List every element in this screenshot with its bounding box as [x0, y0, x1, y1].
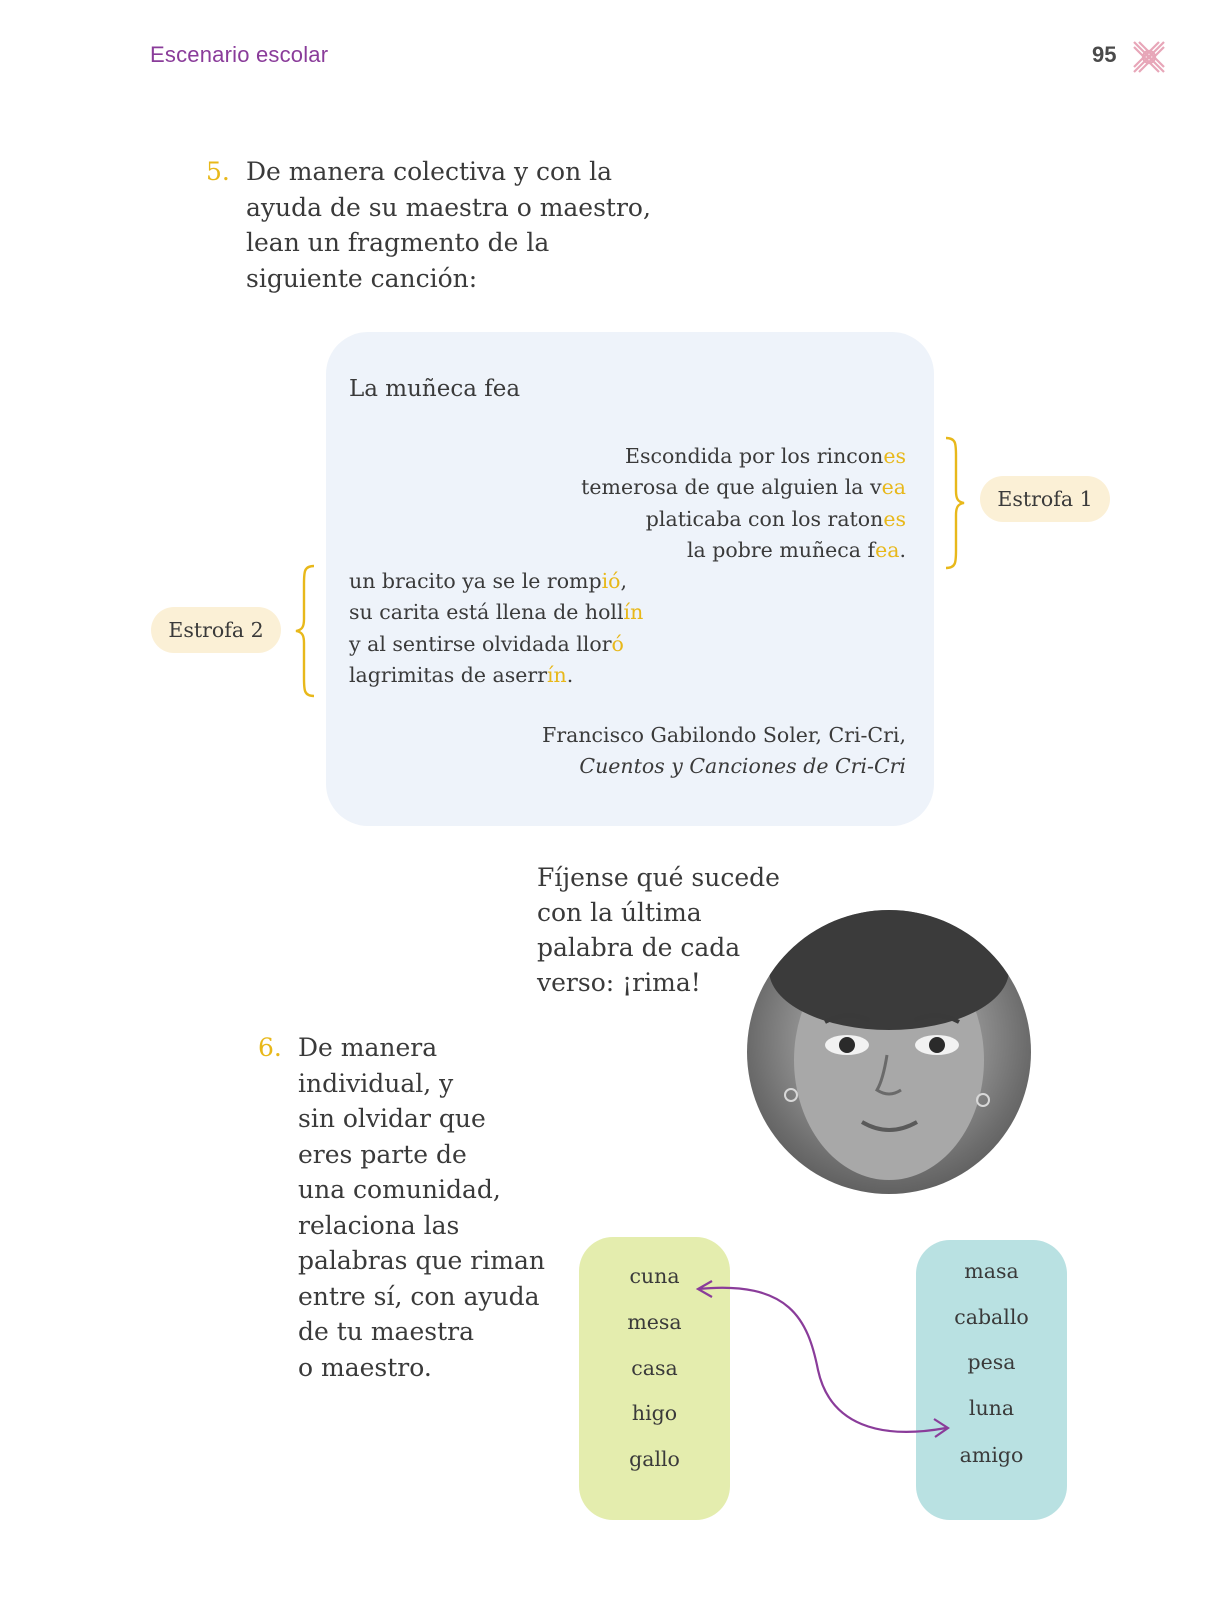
- task-6: [258, 1030, 558, 1385]
- rhyme-ending: ea: [875, 537, 900, 562]
- section-title: Escenario escolar: [150, 42, 329, 67]
- task-number: 6.: [258, 1033, 282, 1062]
- source-book: Cuentos y Canciones de Cri-Cri: [579, 754, 906, 779]
- rhyme-ending: ín: [623, 600, 644, 625]
- word-higo[interactable]: higo: [631, 1401, 678, 1425]
- rhyme-ending: ea: [881, 475, 906, 500]
- word-caballo[interactable]: caballo: [954, 1305, 1029, 1329]
- source-author: Francisco Gabilondo Soler, Cri-Cri,: [542, 723, 906, 747]
- verse-line: Escondida por los rincones: [624, 444, 906, 468]
- task-number: 5.: [206, 157, 230, 186]
- task-5: [206, 154, 666, 296]
- hint-line: palabra de cada: [537, 933, 741, 962]
- rhyme-ending: es: [883, 506, 906, 531]
- girl-portrait-photo: [747, 910, 1031, 1194]
- brace-stanza-1: [944, 436, 968, 570]
- word-amigo[interactable]: amigo: [959, 1443, 1024, 1467]
- task-text-line: ayuda de su maestra o maestro,: [246, 192, 651, 222]
- task-text-line: De manera: [298, 1033, 438, 1062]
- word-masa[interactable]: masa: [964, 1259, 1019, 1283]
- task-text-line: o maestro.: [298, 1352, 432, 1382]
- task-text-line: sin olvidar que: [298, 1104, 486, 1133]
- rhyme-ending: es: [883, 444, 906, 468]
- verse-line: y al sentirse olvidada lloró: [349, 631, 624, 656]
- word-column-left: [579, 1237, 730, 1520]
- task-text-line: De manera colectiva y con la: [246, 157, 613, 186]
- task-text-line: eres parte de: [298, 1139, 467, 1169]
- task-text-line: de tu maestra: [298, 1317, 474, 1346]
- stanza-1-label: Estrofa 1: [980, 476, 1110, 522]
- word-pesa[interactable]: pesa: [967, 1350, 1016, 1374]
- verse-line: lagrimitas de aserrín.: [349, 662, 574, 687]
- song-source: [406, 720, 906, 783]
- word-cuna[interactable]: cuna: [629, 1264, 680, 1288]
- hint-line: verso: ¡rima!: [537, 968, 701, 997]
- rhyme-ending: ó: [611, 631, 624, 656]
- page-number: 95: [1092, 42, 1117, 67]
- song-title: La muñeca fea: [349, 376, 521, 402]
- hint-text: [537, 860, 797, 1000]
- verse-line: temerosa de que alguien la vea: [581, 475, 906, 500]
- stanza-1: [486, 441, 906, 566]
- rhyme-ending: ín: [547, 662, 567, 687]
- verse-line: un bracito ya se le rompió,: [349, 569, 628, 593]
- task-text-line: lean un fragmento de la: [246, 228, 550, 257]
- word-gallo[interactable]: gallo: [629, 1447, 680, 1471]
- brace-stanza-2: [292, 564, 316, 698]
- girl-portrait-icon: [747, 910, 1031, 1194]
- task-text-line: siguiente canción:: [246, 263, 478, 293]
- verse-line: platicaba con los ratones: [645, 506, 906, 531]
- word-mesa[interactable]: mesa: [627, 1310, 682, 1334]
- hint-line: Fíjense qué sucede: [537, 863, 780, 892]
- task-text-line: una comunidad,: [298, 1175, 501, 1204]
- rhyme-ending: ió: [601, 569, 621, 593]
- verse-line: la pobre muñeca fea.: [686, 537, 906, 562]
- task-text-line: relaciona las: [298, 1210, 460, 1240]
- word-column-right: [916, 1240, 1067, 1520]
- word-luna[interactable]: luna: [968, 1396, 1015, 1420]
- stanza-2: [349, 566, 749, 691]
- verse-line: su carita está llena de hollín: [349, 600, 644, 625]
- hint-line: con la última: [537, 898, 702, 927]
- task-text-line: entre sí, con ayuda: [298, 1281, 540, 1311]
- task-text-line: palabras que riman: [298, 1246, 545, 1275]
- task-text-line: individual, y: [298, 1068, 454, 1098]
- decorative-star-icon: [1130, 38, 1168, 76]
- stanza-2-label: Estrofa 2: [151, 607, 281, 653]
- word-casa[interactable]: casa: [631, 1356, 678, 1380]
